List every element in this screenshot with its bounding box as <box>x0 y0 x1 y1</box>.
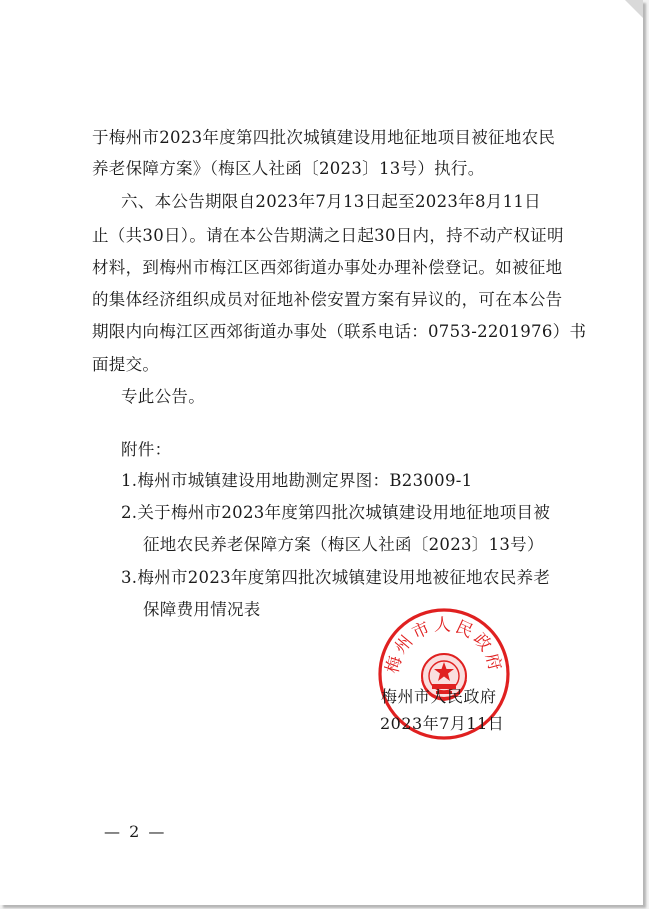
closing-line: 专此公告。 <box>121 387 205 406</box>
body-line-3: 六、本公告期限自2023年7月13日起至2023年8月11日 <box>121 192 541 211</box>
body-line-5: 材料，到梅州市梅江区西郊街道办事处办理补偿登记。如被征地 <box>92 258 563 277</box>
body-line-7: 期限内向梅江区西郊街道办事处（联系电话：0753-2201976）书 <box>92 322 587 341</box>
attachment-item-1: 1.梅州市城镇建设用地勘测定界图：B23009-1 <box>121 471 473 490</box>
body-line-4: 止（共30日）。请在本公告期满之日起30日内，持不动产权证明 <box>92 226 564 245</box>
issuer-name: 梅州市人民政府 <box>381 687 497 706</box>
page-corner <box>625 0 643 18</box>
body-line-6: 的集体经济组织成员对征地补偿安置方案有异议的，可在本公告 <box>92 290 563 309</box>
attachment-item-2: 2.关于梅州市2023年度第四批次城镇建设用地征地项目被 <box>121 503 551 522</box>
page-number: — 2 — <box>104 822 167 841</box>
body-line-1: 于梅州市2023年度第四批次城镇建设用地征地项目被征地农民 <box>92 128 556 147</box>
attachments-heading: 附件： <box>121 440 172 459</box>
attachment-item-2-cont: 征地农民养老保障方案（梅区人社函〔2023〕13号） <box>143 535 544 554</box>
body-line-2: 养老保障方案》（梅区人社函〔2023〕13号）执行。 <box>92 159 485 178</box>
seal-text: 梅州市人民政府 <box>382 615 506 676</box>
attachment-item-3: 3.梅州市2023年度第四批次城镇建设用地被征地农民养老 <box>121 568 551 587</box>
body-line-8: 面提交。 <box>92 355 160 374</box>
issue-date: 2023年7月11日 <box>380 714 505 733</box>
attachment-item-3-cont: 保障费用情况表 <box>143 600 261 619</box>
